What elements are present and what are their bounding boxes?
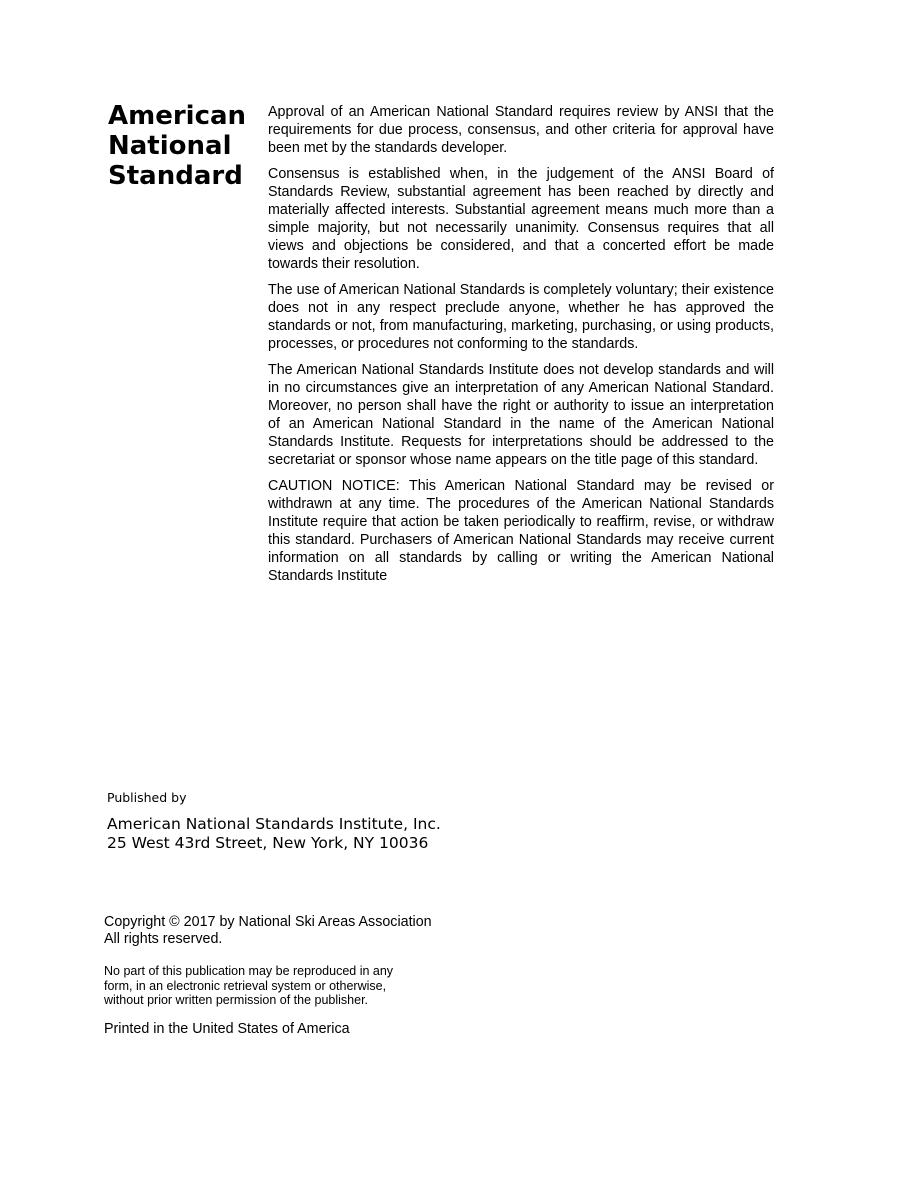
rights-reserved-line: All rights reserved.	[104, 931, 223, 947]
copyright-line: Copyright © 2017 by National Ski Areas Association	[104, 914, 432, 930]
side-title-line: National	[108, 131, 232, 161]
publisher-address: 25 West 43rd Street, New York, NY 10036	[107, 834, 429, 852]
reproduction-line: without prior written permission of the publisher.	[104, 993, 369, 1007]
approval-paragraph: Approval of an American National Standard requires review by ANSI that the requirements for due process, consensus, and other criteria for approval have been met by the standards developer.	[268, 104, 774, 156]
copyright-block	[104, 914, 432, 948]
reproduction-line: form, in an electronic retrieval system or otherwise,	[104, 978, 387, 993]
side-title-line: American	[108, 101, 247, 131]
caution-notice-paragraph: CAUTION NOTICE: This American National Standard may be revised or withdrawn at any time. The procedures of the American National Standards Institute require that action be taken periodically to reaffirm, revise, or withdraw this standard. Purchasers of American National Standards may receive current information on all standards by calling or writing the American National Standards Institute	[268, 478, 774, 584]
side-title-line: Standard	[108, 161, 243, 191]
consensus-paragraph: Consensus is established when, in the judgement of the ANSI Board of Standards Review, substantial agreement has been reached by directly and materially affected interests. Substantial agreement means much more than a simple majority, but not necessarily unanimity. Consensus requires that all views and objections be considered, and that a concerted effort be made towards their resolution.	[268, 166, 774, 272]
side-title	[108, 101, 258, 191]
publisher-name: American National Standards Institute, Inc.	[107, 815, 441, 833]
reproduction-line: No part of this publication may be reproduced in any	[104, 964, 394, 978]
voluntary-use-paragraph: The use of American National Standards is completely voluntary; their existence does not in any respect preclude anyone, whether he has approved the standards or not, from manufacturing, marketing, purchasing, or using products, processes, or procedures not conforming to the standards.	[268, 282, 774, 352]
printed-in-line: Printed in the United States of America	[104, 1021, 350, 1037]
reproduction-notice	[104, 964, 444, 1008]
interpretation-paragraph: The American National Standards Institute does not develop standards and will in no circumstances give an interpretation of any American National Standard. Moreover, no person shall have the right or authority to issue an interpretation of an American National Standard in the name of the American National Standards Institute. Requests for interpretations should be addressed to the secretariat or sponsor whose name appears on the title page of this standard.	[268, 362, 774, 468]
publisher-block	[107, 815, 441, 853]
standard-notice-text	[268, 103, 774, 593]
published-by-label: Published by	[107, 790, 187, 805]
